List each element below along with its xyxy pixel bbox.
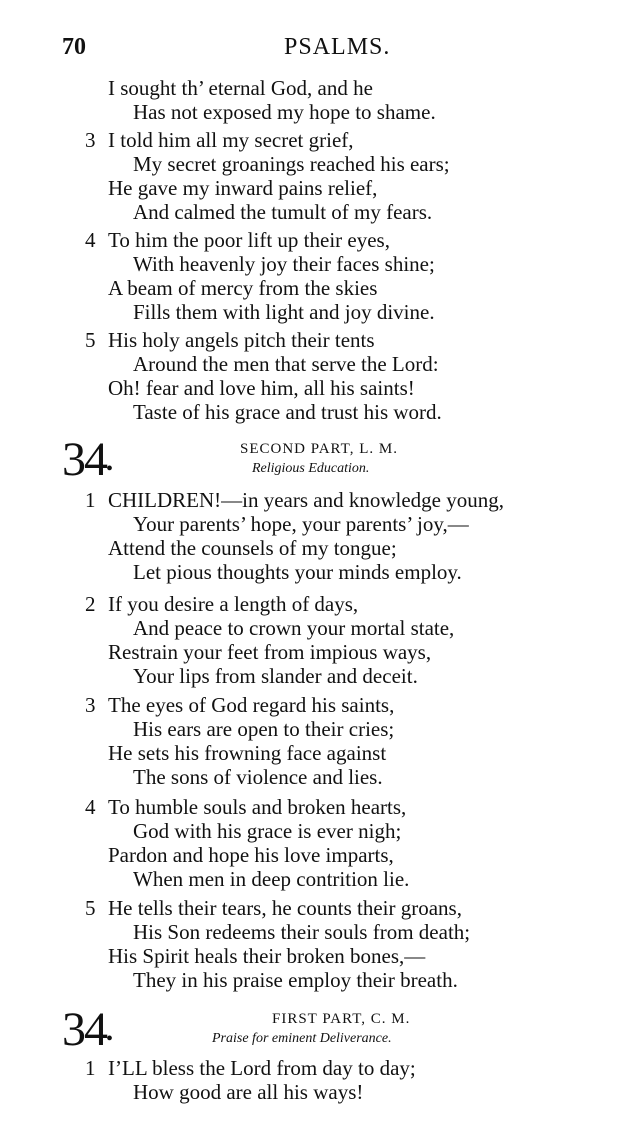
verse-line: He gave my inward pains relief, — [108, 176, 378, 200]
verse-line: Pardon and hope his love imparts, — [108, 843, 394, 867]
verse-line: His Son redeems their souls from death; — [133, 920, 471, 944]
verse-line: When men in deep contrition lie. — [133, 867, 410, 891]
verse-number: 3 — [85, 693, 96, 717]
verse-line: They in his praise employ their breath. — [133, 968, 458, 992]
verse-line: How good are all his ways! — [133, 1080, 364, 1104]
verse-number: 1 — [85, 488, 96, 512]
verse-line: And peace to crown your mortal state, — [133, 616, 455, 640]
verse-line: His ears are open to their cries; — [133, 717, 395, 741]
verse-line: CHILDREN!—in years and knowledge young, — [108, 488, 505, 512]
verse-line: I told him all my secret grief, — [108, 128, 354, 152]
verse-line: His Spirit heals their broken bones,— — [108, 944, 426, 968]
verse-line: My secret groanings reached his ears; — [133, 152, 450, 176]
verse-number: 5 — [85, 896, 96, 920]
verse-line: The sons of violence and lies. — [133, 765, 383, 789]
verse-line: Around the men that serve the Lord: — [133, 352, 439, 376]
verse-number: 2 — [85, 592, 96, 616]
hymn-number-text: 34 — [62, 1003, 106, 1056]
verse-line: Attend the counsels of my tongue; — [108, 536, 397, 560]
hymn-subtitle: Praise for eminent Deliverance. — [212, 1031, 392, 1046]
verse-number: 1 — [85, 1056, 96, 1080]
verse-line: Oh! fear and love him, all his saints! — [108, 376, 415, 400]
hymn-meter: FIRST PART, C. M. — [272, 1011, 411, 1027]
verse-line: And calmed the tumult of my fears. — [133, 200, 433, 224]
verse-line: A beam of mercy from the skies — [108, 276, 378, 300]
verse-line: Taste of his grace and trust his word. — [133, 400, 442, 424]
verse-line: The eyes of God regard his saints, — [108, 693, 395, 717]
hymn-number: 34• — [62, 1003, 112, 1056]
verse-line: Your parents’ hope, your parents’ joy,— — [133, 512, 469, 536]
hymn-meter: SECOND PART, L. M. — [240, 441, 398, 457]
verse-line: Fills them with light and joy divine. — [133, 300, 435, 324]
verse-line: I’LL bless the Lord from day to day; — [108, 1056, 416, 1080]
verse-line: To humble souls and broken hearts, — [108, 795, 407, 819]
verse-line: Your lips from slander and deceit. — [133, 664, 418, 688]
verse-line: He tells their tears, he counts their groans, — [108, 896, 462, 920]
verse-number: 5 — [85, 328, 96, 352]
verse-line: Restrain your feet from impious ways, — [108, 640, 432, 664]
verse-line: To him the poor lift up their eyes, — [108, 228, 390, 252]
verse-line: His holy angels pitch their tents — [108, 328, 375, 352]
running-title: PSALMS. — [284, 34, 391, 60]
verse-line: Let pious thoughts your minds employ. — [133, 560, 462, 584]
verse-number: 4 — [85, 228, 96, 252]
verse-number: 4 — [85, 795, 96, 819]
hymn-number-text: 34 — [62, 433, 106, 486]
verse-line: God with his grace is ever nigh; — [133, 819, 402, 843]
verse-line: If you desire a length of days, — [108, 592, 359, 616]
verse-line: He sets his frowning face against — [108, 741, 387, 765]
hymn-subtitle: Religious Education. — [252, 461, 370, 476]
page-number: 70 — [62, 34, 86, 60]
page-header — [62, 34, 600, 64]
verse-line: Has not exposed my hope to shame. — [133, 100, 436, 124]
verse-number: 3 — [85, 128, 96, 152]
verse-line: I sought th’ eternal God, and he — [108, 76, 373, 100]
verse-line: With heavenly joy their faces shine; — [133, 252, 435, 276]
hymn-number: 34• — [62, 433, 112, 486]
